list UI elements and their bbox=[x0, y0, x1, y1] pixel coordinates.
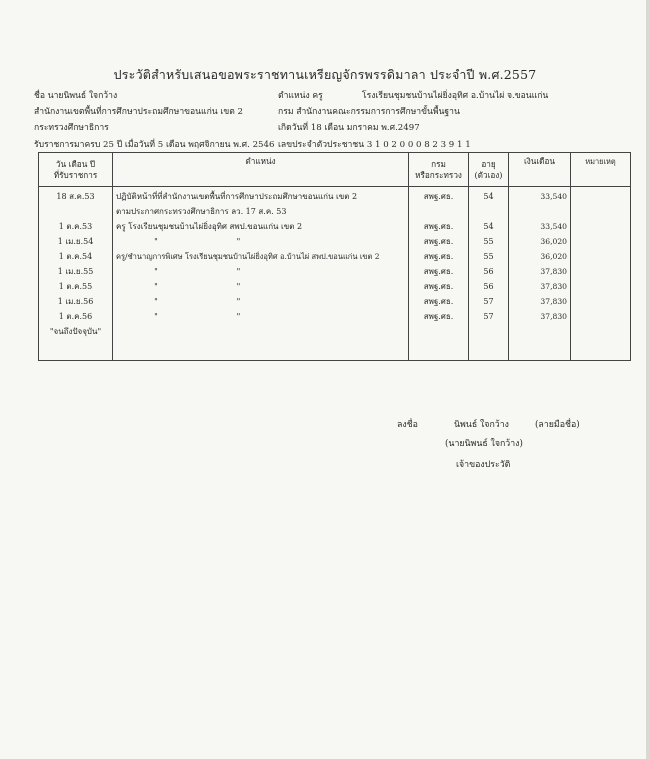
cell-age: 54 bbox=[469, 219, 509, 234]
cell-salary bbox=[509, 324, 571, 339]
cell-salary: 37,830 bbox=[509, 294, 571, 309]
table-row bbox=[39, 264, 631, 279]
cell-position: ปฏิบัติหน้าที่ที่สำนักงานเขตพื้นที่การศึกษาประถมศึกษาขอนแก่น เขต 2 bbox=[113, 187, 409, 205]
document-title: ประวัติสำหรับเสนอขอพระราชทานเหรียญจักรพรรดิมาลา ประจำปี พ.ศ.2557 bbox=[113, 67, 537, 82]
cell-date: "จนถึงปัจจุบัน" bbox=[39, 324, 113, 339]
header-department: กรม หรือกระทรวง bbox=[409, 153, 469, 187]
table-row bbox=[39, 219, 631, 234]
info-service: รับราชการมาครบ 25 ปี เมื่อวันที่ 5 เดือน พฤศจิกายน พ.ศ. 2546 bbox=[34, 140, 275, 150]
service-history-table bbox=[38, 152, 631, 361]
table-row bbox=[39, 187, 631, 205]
cell-remark bbox=[571, 324, 631, 339]
info-name: ชื่อ นายนิพนธ์ ใจกว้าง bbox=[34, 91, 118, 101]
table-row bbox=[39, 309, 631, 324]
cell-department: สพฐ.ศธ. bbox=[409, 309, 469, 324]
cell-position: " " bbox=[113, 294, 409, 309]
info-school: โรงเรียนชุมชนบ้านไผ่ยิ่งอุทิศ อ.บ้านไผ่ จ.ขอนแก่น bbox=[362, 91, 549, 101]
cell-salary: 37,830 bbox=[509, 264, 571, 279]
cell-remark bbox=[571, 279, 631, 294]
cell-date: 1 เม.ย.54 bbox=[39, 234, 113, 249]
cell-position: ครู/ชำนาญการพิเศษ โรงเรียนชุมชนบ้านไผ่ยิ่งอุทิศ อ.บ้านไผ่ สพป.ขอนแก่น เขต 2 bbox=[113, 249, 409, 264]
cell-department: สพฐ.ศธ. bbox=[409, 234, 469, 249]
signature-note: (ลายมือชื่อ) bbox=[535, 420, 580, 430]
header-salary: เงินเดือน bbox=[509, 153, 571, 187]
info-ministry: กระทรวงศึกษาธิการ bbox=[34, 123, 109, 133]
cell-salary: 33,540 bbox=[509, 219, 571, 234]
cell-department: สพฐ.ศธ. bbox=[409, 249, 469, 264]
cell-remark bbox=[571, 204, 631, 219]
cell-department: สพฐ.ศธ. bbox=[409, 264, 469, 279]
table-row bbox=[39, 294, 631, 309]
cell-age bbox=[469, 324, 509, 339]
info-department: กรม สำนักงานคณะกรรมการการศึกษาขั้นพื้นฐาน bbox=[278, 107, 460, 117]
header-age: อายุ (ตัวเอง) bbox=[469, 153, 509, 187]
cell-salary: 37,830 bbox=[509, 279, 571, 294]
cell-salary: 37,830 bbox=[509, 309, 571, 324]
header-remark: หมายเหตุ bbox=[571, 153, 631, 187]
table-row bbox=[39, 324, 631, 339]
table-row bbox=[39, 249, 631, 264]
signature-label: ลงชื่อ bbox=[397, 420, 418, 430]
table-header-row bbox=[39, 153, 631, 187]
cell-position: " " bbox=[113, 309, 409, 324]
signature-role: เจ้าของประวัติ bbox=[456, 460, 511, 470]
cell-department: สพฐ.ศธ. bbox=[409, 294, 469, 309]
cell-department: สพฐ.ศธ. bbox=[409, 279, 469, 294]
cell-age: 56 bbox=[469, 279, 509, 294]
cell-salary: 36,020 bbox=[509, 249, 571, 264]
cell-date: 1 ต.ค.53 bbox=[39, 219, 113, 234]
table-filler-row bbox=[39, 339, 631, 361]
cell-department bbox=[409, 324, 469, 339]
cell-position: " " bbox=[113, 279, 409, 294]
cell-date: 1 เม.ย.56 bbox=[39, 294, 113, 309]
cell-position: ตามประกาศกระทรวงศึกษาธิการ ลว. 17 ส.ค. 53 bbox=[113, 204, 409, 219]
cell-position bbox=[113, 324, 409, 339]
header-date: วัน เดือน ปี ที่รับราชการ bbox=[39, 153, 113, 187]
table-row bbox=[39, 204, 631, 219]
cell-remark bbox=[571, 187, 631, 205]
cell-remark bbox=[571, 219, 631, 234]
cell-date: 18 ส.ค.53 bbox=[39, 187, 113, 205]
table-row bbox=[39, 234, 631, 249]
table-row bbox=[39, 279, 631, 294]
signature-name: นิพนธ์ ใจกว้าง bbox=[454, 420, 509, 430]
cell-remark bbox=[571, 294, 631, 309]
cell-position: " " bbox=[113, 264, 409, 279]
cell-department: สพฐ.ศธ. bbox=[409, 187, 469, 205]
cell-remark bbox=[571, 309, 631, 324]
cell-date: 1 ต.ค.55 bbox=[39, 279, 113, 294]
cell-date: 1 ต.ค.54 bbox=[39, 249, 113, 264]
cell-remark bbox=[571, 249, 631, 264]
cell-salary bbox=[509, 204, 571, 219]
cell-salary: 33,540 bbox=[509, 187, 571, 205]
cell-department: สพฐ.ศธ. bbox=[409, 219, 469, 234]
cell-date: 1 ต.ค.56 bbox=[39, 309, 113, 324]
cell-date: 1 เม.ย.55 bbox=[39, 264, 113, 279]
cell-age bbox=[469, 204, 509, 219]
cell-age: 55 bbox=[469, 234, 509, 249]
cell-department bbox=[409, 204, 469, 219]
cell-age: 54 bbox=[469, 187, 509, 205]
page-edge bbox=[646, 0, 650, 759]
info-position: ตำแหน่ง ครู bbox=[278, 91, 323, 101]
info-birth: เกิดวันที่ 18 เดือน มกราคม พ.ศ.2497 bbox=[278, 123, 420, 133]
cell-position: ครู โรงเรียนชุมชนบ้านไผ่ยิ่งอุทิศ สพป.ขอนแก่น เขต 2 bbox=[113, 219, 409, 234]
cell-age: 57 bbox=[469, 309, 509, 324]
cell-date bbox=[39, 204, 113, 219]
info-office: สำนักงานเขตพื้นที่การศึกษาประถมศึกษาขอนแก่น เขต 2 bbox=[34, 107, 243, 117]
cell-age: 55 bbox=[469, 249, 509, 264]
cell-salary: 36,020 bbox=[509, 234, 571, 249]
cell-age: 57 bbox=[469, 294, 509, 309]
header-position: ตำแหน่ง bbox=[113, 153, 409, 187]
cell-remark bbox=[571, 234, 631, 249]
signature-printed-name: (นายนิพนธ์ ใจกว้าง) bbox=[445, 439, 523, 449]
cell-age: 56 bbox=[469, 264, 509, 279]
info-id-number: เลขประจำตัวประชาชน 3 1 0 2 0 0 0 8 2 3 9 1 1 bbox=[278, 140, 471, 150]
cell-position: " " bbox=[113, 234, 409, 249]
cell-remark bbox=[571, 264, 631, 279]
